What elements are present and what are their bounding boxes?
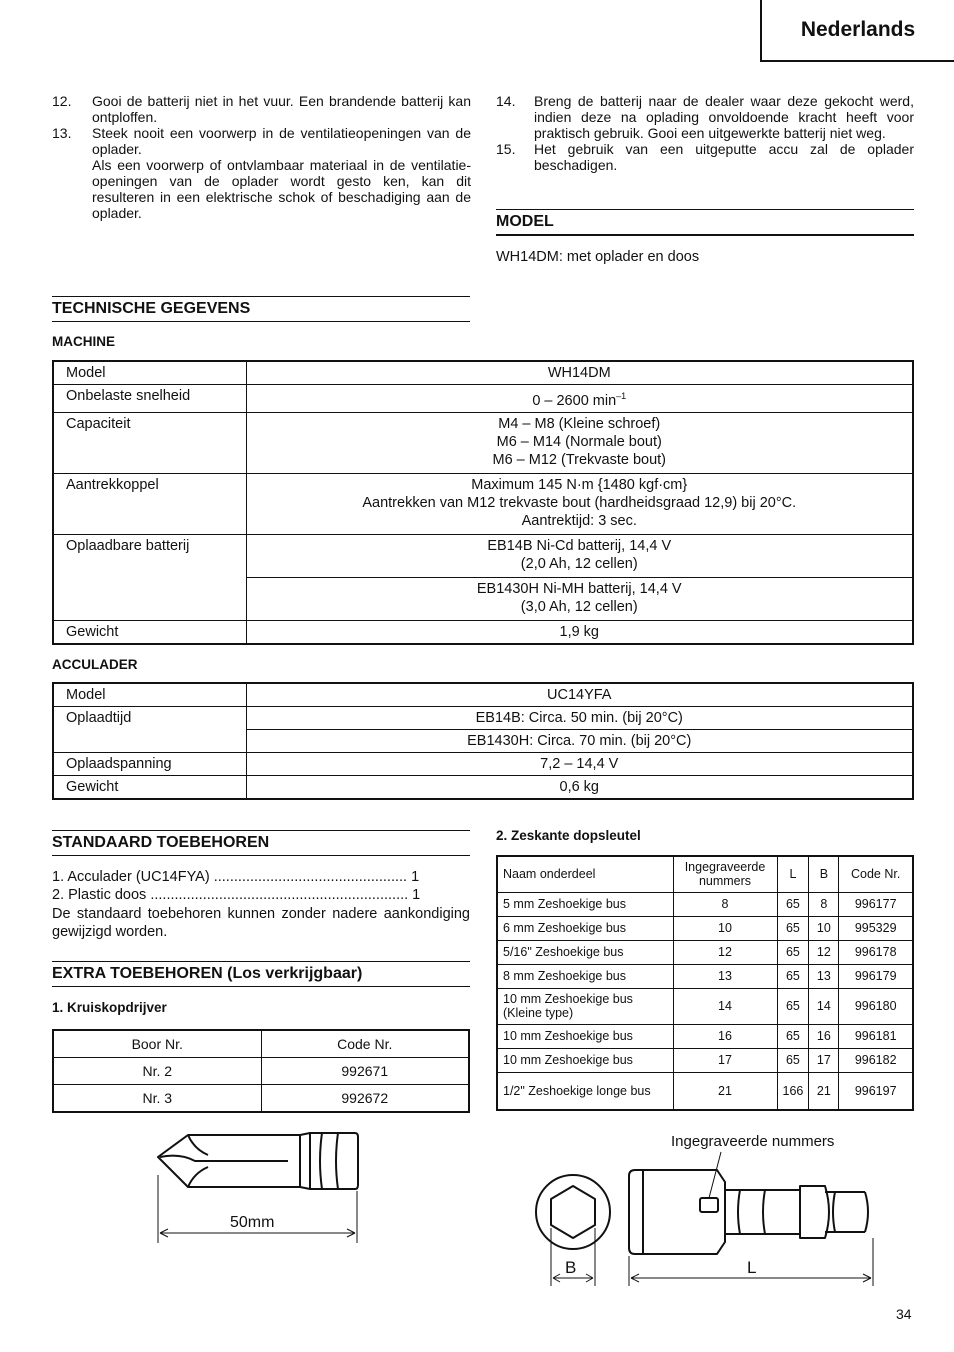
list-item: 13. Steek nooit een voorwerp in de ventilatieopeningen van de oplader. [52, 125, 471, 157]
dimension-b-label: B [565, 1258, 577, 1277]
language-tab [760, 0, 954, 62]
standard-list [52, 868, 470, 904]
hex-socket-illustration [525, 1128, 895, 1290]
table-header-row: Boor Nr. Code Nr. [53, 1030, 469, 1058]
bit-dimension-label: 50mm [230, 1214, 275, 1231]
model-heading: MODEL [496, 209, 914, 236]
machine-table [52, 360, 914, 645]
warnings-left [52, 93, 471, 221]
bits-subheading: 1. Kruiskopdrijver [52, 1000, 167, 1015]
table-row: 10 mm Zeshoekige bus 16 65 16 996181 [497, 1024, 913, 1048]
standard-note: De standaard toebehoren kunnen zonder nadere aankondiging gewijzigd worden. [52, 906, 470, 940]
socket-table [496, 855, 914, 1111]
model-text: WH14DM: met oplader en doos [496, 249, 700, 265]
table-row: 10 mm Zeshoekige bus 17 65 17 996182 [497, 1048, 913, 1072]
table-row: 1/2" Zeshoekige longe bus 21 166 21 996197 [497, 1072, 913, 1110]
machine-subheading: MACHINE [52, 334, 115, 349]
list-item: 12. Gooi de batterij niet in het vuur. Een brandende batterij kan ontploffen. [52, 93, 471, 125]
table-row: EB1430H: Circa. 70 min. (bij 20°C) [53, 730, 913, 753]
extra-heading: EXTRA TOEBEHOREN (Los verkrijgbaar) [52, 961, 470, 987]
table-row: Nr. 3 992672 [53, 1085, 469, 1113]
engraved-numbers-callout: Ingegraveerde nummers [671, 1133, 835, 1150]
table-row: Oplaadbare batterij EB14B Ni-Cd batterij, 14,4 V (2,0 Ah, 12 cellen) [53, 534, 913, 577]
phillips-bit-illustration [150, 1125, 365, 1250]
table-row: EB1430H Ni-MH batterij, 14,4 V (3,0 Ah, 12 cellen) [53, 577, 913, 620]
page-number: 34 [896, 1306, 912, 1322]
table-row: Model UC14YFA [53, 683, 913, 707]
socket-subheading: 2. Zeskante dopsleutel [496, 828, 641, 843]
table-row: Oplaadtijd EB14B: Circa. 50 min. (bij 20°C) [53, 707, 913, 730]
table-row: Capaciteit M4 – M8 (Kleine schroef) M6 – M14 (Normale bout) M6 – M12 (Trekvaste bout) [53, 412, 913, 473]
standard-heading: STANDAARD TOEBEHOREN [52, 830, 470, 856]
table-row: Onbelaste snelheid 0 – 2600 $\min^{-1}$ [53, 385, 913, 413]
list-item: 14. Breng de batterij naar de dealer waar deze gekocht werd, indien deze na oplading onvoldoende kracht heeft voor praktisch gebruik. Gooi een uitgewerkte batterij niet weg. [496, 93, 914, 141]
table-row: Aantrekkoppel Maximum 145 N·m {1480 kgf·cm} Aantrekken van M12 trekvaste bout (hardheidsgraad 12,9) bij 20°C. Aantrektijd: 3 sec. [53, 473, 913, 534]
warnings-right [496, 93, 914, 173]
dimension-l-label: L [747, 1258, 757, 1277]
table-header-row: Naam onderdeel Ingegraveerde nummers L B Code Nr. [497, 856, 913, 892]
table-row: 5/16" Zeshoekige bus 12 65 12 996178 [497, 940, 913, 964]
table-row: 6 mm Zeshoekige bus 10 65 10 995329 [497, 916, 913, 940]
language-label: Nederlands [800, 18, 916, 41]
table-row: Nr. 2 992671 [53, 1058, 469, 1085]
table-row: 10 mm Zeshoekige bus (Kleine type) 14 65 14 996180 [497, 988, 913, 1024]
list-item: 1. Acculader (UC14FYA) ................................................ 1 [52, 869, 420, 885]
bits-table [52, 1029, 470, 1113]
table-row: Model WH14DM [53, 361, 913, 385]
table-row: Gewicht 0,6 kg [53, 776, 913, 800]
charger-table [52, 682, 914, 800]
tech-heading: TECHNISCHE GEGEVENS [52, 296, 470, 322]
table-row: Oplaadspanning 7,2 – 14,4 V [53, 753, 913, 776]
charger-subheading: ACCULADER [52, 657, 138, 672]
table-row: 5 mm Zeshoekige bus 8 65 8 996177 [497, 892, 913, 916]
list-item: 15. Het gebruik van een uitgeputte accu zal de oplader beschadigen. [496, 141, 914, 173]
table-row: 8 mm Zeshoekige bus 13 65 13 996179 [497, 964, 913, 988]
table-row: Gewicht 1,9 kg [53, 620, 913, 644]
list-item: 2. Plastic doos ................................................................ 1 [52, 887, 421, 903]
list-item-continuation: Als een voorwerp of ontvlambaar materiaal in de ventilatie-openingen van de oplader wordt gesto ken, kan dit resulteren in een elektrische schok of beschadiging aan de oplader. [92, 157, 471, 221]
